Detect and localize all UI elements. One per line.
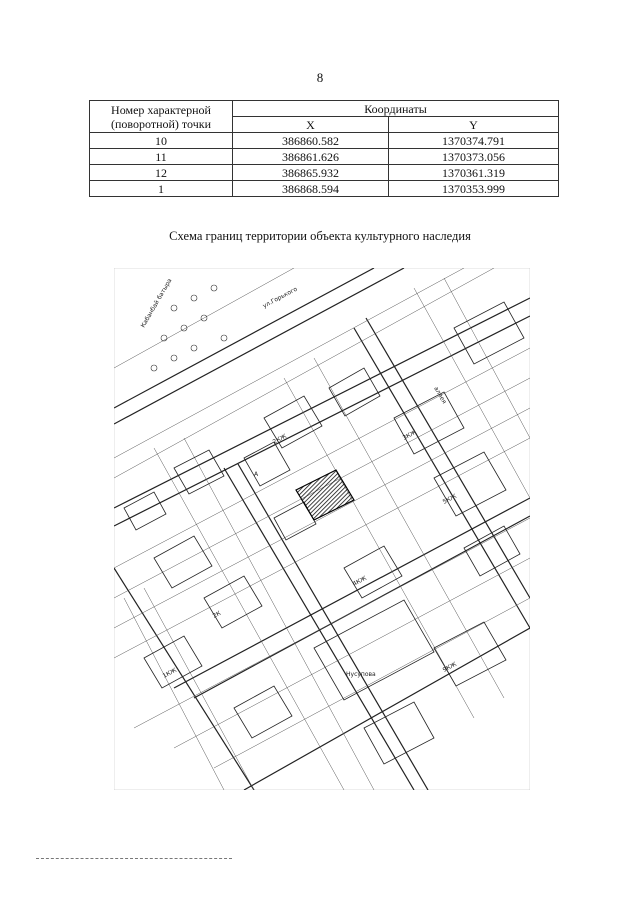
cadastral-map — [114, 268, 530, 790]
x-cell: 386865.932 — [233, 165, 389, 181]
x-header: X — [233, 117, 389, 133]
building-label: 3КЖ — [401, 428, 418, 442]
building-label: 2КЖ — [271, 432, 288, 446]
point-cell: 1 — [90, 181, 233, 197]
table-row — [90, 181, 559, 197]
footer-divider — [36, 858, 232, 859]
square-label: Нусупова — [346, 671, 376, 678]
x-cell: 386860.582 — [233, 133, 389, 149]
point-cell: 11 — [90, 149, 233, 165]
map-title: Схема границ территории объекта культурного наследия — [169, 229, 471, 243]
street-label-2: Кабанбай батыра — [139, 277, 174, 329]
table-header-row — [90, 101, 559, 117]
y-cell: 1370373.056 — [388, 149, 558, 165]
building-label: 9КЖ — [441, 660, 458, 674]
table-row — [90, 165, 559, 181]
y-cell: 1370374.791 — [388, 133, 558, 149]
point-cell: 12 — [90, 165, 233, 181]
y-cell: 1370361.319 — [388, 165, 558, 181]
coordinates-header: Координаты — [233, 101, 559, 117]
building-label: 5КЖ — [441, 492, 458, 506]
x-cell: 386861.626 — [233, 149, 389, 165]
table-row — [90, 149, 559, 165]
building-label: 4КЖ — [351, 574, 368, 588]
point-header: Номер характерной (поворотной) точки — [90, 101, 233, 133]
page-number: 8 — [316, 70, 324, 85]
x-cell: 386868.594 — [233, 181, 389, 197]
y-cell: 1370353.999 — [388, 181, 558, 197]
street-label-1: ул.Горького — [261, 285, 299, 310]
table-row — [90, 133, 559, 149]
point-cell: 10 — [90, 133, 233, 149]
building-label: 1КЖ — [161, 666, 178, 680]
building-label: 2К — [211, 609, 223, 620]
cadastral-map-drawing — [114, 268, 530, 790]
map-frame — [114, 268, 530, 790]
y-header: Y — [388, 117, 558, 133]
coordinates-table — [89, 100, 559, 197]
building-label: А — [254, 471, 259, 478]
street-label-3: аллея — [432, 385, 448, 406]
